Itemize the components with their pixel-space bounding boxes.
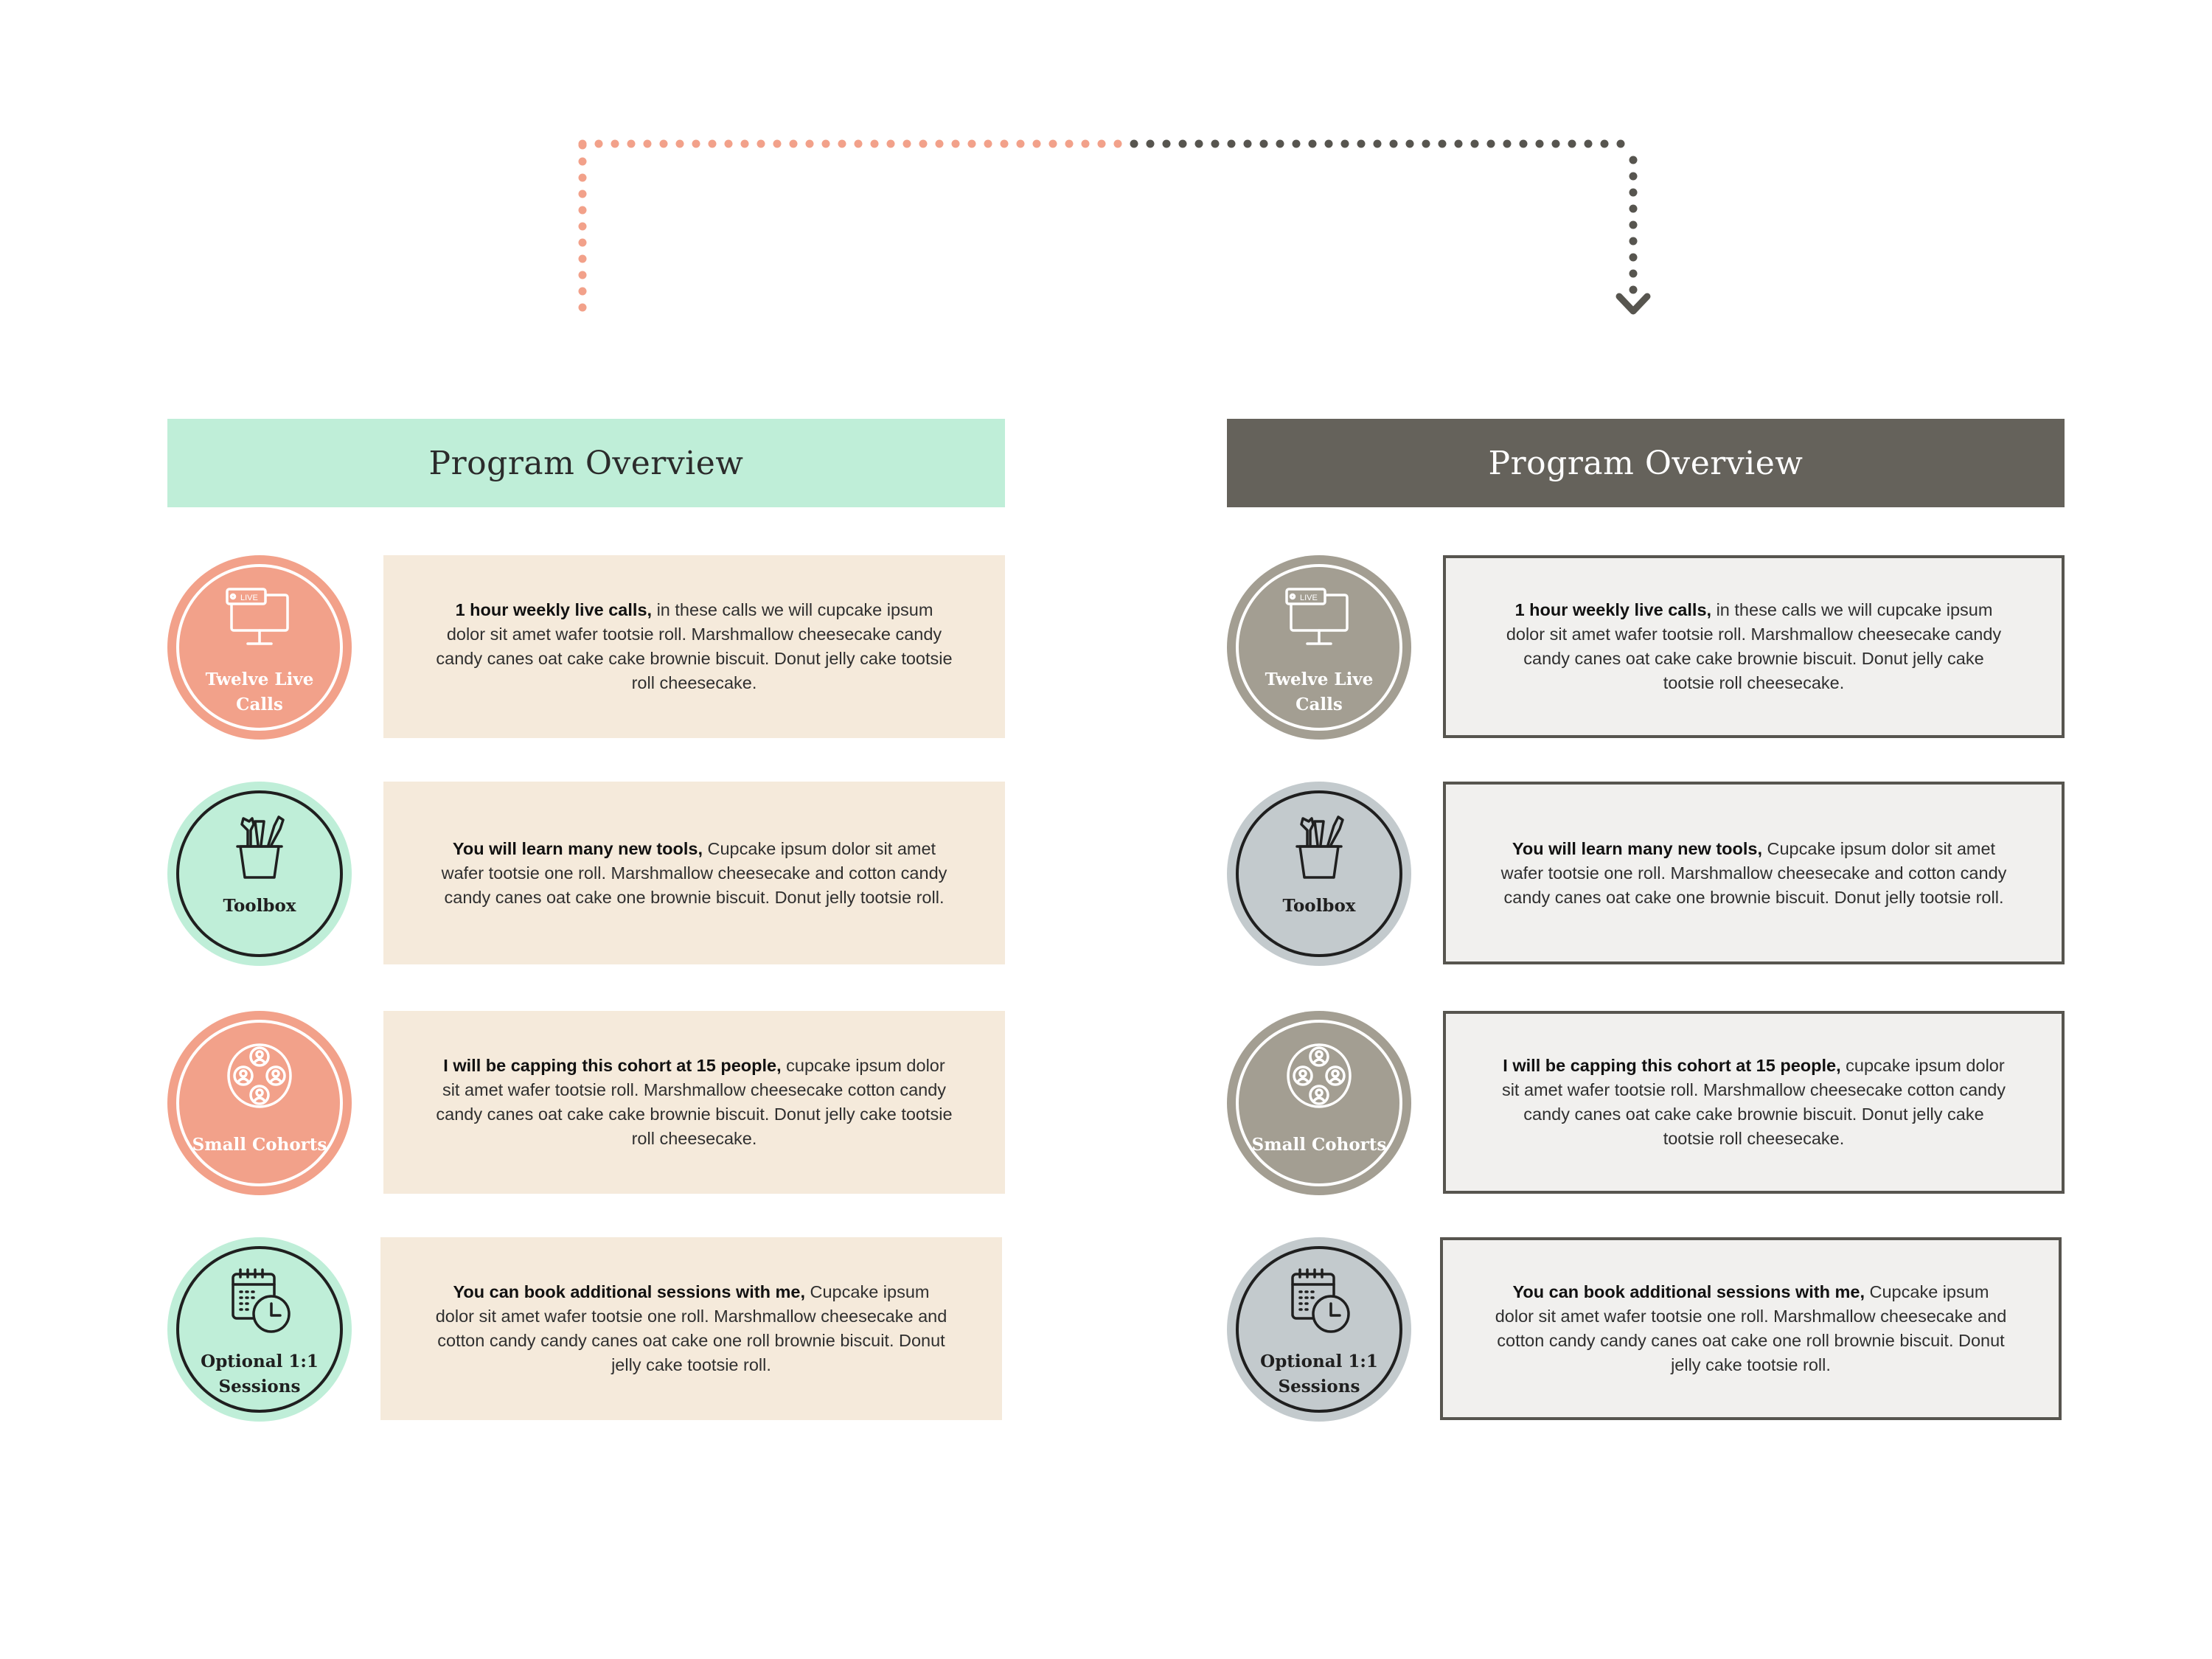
connector-dot	[660, 140, 668, 148]
connector-dot	[1630, 173, 1638, 181]
feature-badge	[167, 782, 352, 966]
feature-description	[1443, 555, 2065, 738]
connector-dot	[579, 271, 587, 279]
badge-label-line1: Toolbox	[1282, 896, 1356, 916]
description-lead: 1 hour weekly live calls,	[1514, 600, 1712, 619]
badge-label-line1: Twelve Live	[1265, 669, 1374, 689]
panel-title: Program Overview	[167, 419, 1005, 507]
connector-dot	[1601, 140, 1609, 148]
connector-dot	[1195, 140, 1203, 148]
connector-dot	[984, 140, 992, 148]
connector-dot	[1293, 140, 1301, 148]
connector-dot	[1422, 140, 1430, 148]
connector-dot	[773, 140, 782, 148]
connector-dot	[1325, 140, 1333, 148]
connector-dot	[1341, 140, 1349, 148]
connector-dot	[1630, 156, 1638, 164]
connector-dot	[919, 140, 928, 148]
connector-dot	[1001, 140, 1009, 148]
connector-dot	[595, 140, 603, 148]
badge-label-line1: Small Cohorts	[1251, 1135, 1387, 1155]
connector-dot	[1211, 140, 1220, 148]
live-monitor-icon	[1281, 585, 1357, 655]
connector-dot	[1065, 140, 1074, 148]
feature-badge	[1227, 782, 1411, 966]
badge-label-line1: Small Cohorts	[192, 1135, 327, 1155]
connector-dot	[579, 288, 587, 296]
connector-dot	[1276, 140, 1284, 148]
connector-dot	[1163, 140, 1171, 148]
badge-label-line1: Toolbox	[223, 896, 296, 916]
connector-dot	[1228, 140, 1236, 148]
connector-dot	[757, 140, 765, 148]
connector-dot	[1630, 270, 1638, 278]
connector-dot	[887, 140, 895, 148]
connector-dot	[1309, 140, 1317, 148]
feature-description	[1443, 1011, 2065, 1194]
connector-dot	[1147, 140, 1155, 148]
connector-dot	[692, 140, 700, 148]
live-monitor-icon	[221, 585, 298, 655]
feature-badge	[1227, 1011, 1411, 1195]
description-body: in these calls we will cupcake ipsum dolor sit amet wafer tootsie roll. Marshmallow cheesecake candy candy canes oat cake cake brownie biscuit. Donut jelly cake tootsie roll cheesecake.	[436, 600, 953, 692]
description-body: Cupcake ipsum dolor sit amet wafer tootsie one roll. Marshmallow cheesecake and cotton candy candy canes oat cake one roll brownie biscuit. Donut jelly cake tootsie roll.	[435, 1282, 947, 1374]
connector-dot	[806, 140, 814, 148]
connector-dot	[1520, 140, 1528, 148]
calendar-clock-icon	[1281, 1267, 1357, 1338]
badge-label-line2: Sessions	[1278, 1377, 1360, 1397]
feature-row-toolbox	[1227, 782, 2065, 966]
arrowhead-icon	[1619, 296, 1647, 311]
connector-dot	[741, 140, 749, 148]
connector-dot	[579, 255, 587, 263]
feature-badge	[167, 1237, 352, 1422]
connector-dot	[1455, 140, 1463, 148]
connector-dot	[1630, 205, 1638, 213]
connector-dot	[644, 140, 652, 148]
connector-dot	[1357, 140, 1366, 148]
connector-dot	[968, 140, 976, 148]
connector-dot	[1049, 140, 1057, 148]
group-people-icon	[1281, 1040, 1357, 1111]
connector-dot	[1017, 140, 1025, 148]
svg-text:LIVE: LIVE	[1300, 594, 1318, 602]
feature-row-small-cohorts	[167, 1011, 1005, 1195]
connector-dot	[936, 140, 944, 148]
connector-dot	[627, 140, 636, 148]
feature-description	[1443, 782, 2065, 964]
connector-dot	[1114, 140, 1122, 148]
feature-row-small-cohorts	[1227, 1011, 2065, 1195]
connector-dot	[1630, 254, 1638, 262]
badge-label-line2: Sessions	[218, 1377, 301, 1397]
connector-dot	[1536, 140, 1544, 148]
feature-description	[383, 555, 1005, 738]
description-lead: You will learn many new tools,	[1512, 838, 1762, 858]
connector-dot	[579, 140, 587, 148]
connector-dot	[579, 304, 587, 312]
connector-dot	[1630, 237, 1638, 246]
feature-badge	[1227, 555, 1411, 740]
connector-dot	[1471, 140, 1479, 148]
connector-dot	[1406, 140, 1414, 148]
connector-dot	[952, 140, 960, 148]
connector-dot	[1487, 140, 1495, 148]
connector-dot	[855, 140, 863, 148]
connector-dot	[579, 239, 587, 247]
connector-dot	[611, 140, 619, 148]
badge-label-line2: Calls	[236, 695, 283, 714]
connector-dot	[1585, 140, 1593, 148]
description-lead: You can book additional sessions with me,	[453, 1282, 805, 1301]
description-body: cupcake ipsum dolor sit amet wafer tootsie roll. Marshmallow cheesecake cotton candy candy canes oat cake cake brownie biscuit. Donut jelly cake tootsie roll cheesecake.	[1501, 1056, 2006, 1148]
connector-dot	[1617, 140, 1625, 148]
feature-description	[380, 1237, 1002, 1420]
description-body: in these calls we will cupcake ipsum dolor sit amet wafer tootsie roll. Marshmallow cheesecake candy candy canes oat cake cake brownie biscuit. Donut jelly cake tootsie roll cheesecake.	[1506, 600, 2002, 692]
connector-dot	[1552, 140, 1560, 148]
feature-description	[1440, 1237, 2062, 1420]
connector-dot	[1503, 140, 1512, 148]
feature-row-optional-sessions	[167, 1237, 1005, 1422]
connector-dot	[1630, 286, 1638, 294]
connector-dot	[709, 140, 717, 148]
connector-dot	[1244, 140, 1252, 148]
connector-dot	[838, 140, 846, 148]
connector-dot	[1098, 140, 1106, 148]
connector-dot	[1439, 140, 1447, 148]
description-body: Cupcake ipsum dolor sit amet wafer tootsie one roll. Marshmallow cheesecake and cotton candy candy canes oat cake one brownie biscuit. Donut jelly tootsie roll.	[1500, 838, 2007, 907]
feature-description	[383, 782, 1005, 964]
panel-title: Program Overview	[1227, 419, 2065, 507]
connector-dot	[676, 140, 684, 148]
connector-dot	[1082, 140, 1090, 148]
connector-dot	[1130, 140, 1138, 148]
connector-dot	[1179, 140, 1187, 148]
connector-dot	[1390, 140, 1398, 148]
connector-dot	[579, 158, 587, 166]
program-overview-panel-right	[1227, 419, 2065, 1422]
connector-dot	[903, 140, 911, 148]
description-lead: You will learn many new tools,	[452, 838, 703, 858]
description-body: cupcake ipsum dolor sit amet wafer tootsie roll. Marshmallow cheesecake cotton candy candy canes oat cake cake brownie biscuit. Donut jelly cake tootsie roll cheesecake.	[436, 1056, 953, 1148]
description-body: Cupcake ipsum dolor sit amet wafer tootsie one roll. Marshmallow cheesecake and cotton candy candy canes oat cake one brownie biscuit. Donut jelly tootsie roll.	[441, 838, 947, 907]
connector-dot	[822, 140, 830, 148]
feature-description	[383, 1011, 1005, 1194]
badge-label-line2: Calls	[1295, 695, 1343, 714]
feature-row-live-calls	[1227, 555, 2065, 740]
description-lead: I will be capping this cohort at 15 people,	[443, 1056, 782, 1075]
connector-dot	[1033, 140, 1041, 148]
feature-badge	[167, 555, 352, 740]
svg-text:LIVE: LIVE	[240, 594, 258, 602]
connector-dot	[790, 140, 798, 148]
description-body: Cupcake ipsum dolor sit amet wafer tootsie one roll. Marshmallow cheesecake and cotton candy candy canes oat cake one roll brownie biscuit. Donut jelly cake tootsie roll.	[1495, 1282, 2007, 1374]
feature-badge	[167, 1011, 352, 1195]
badge-label-line1: Twelve Live	[205, 669, 314, 689]
feature-row-optional-sessions	[1227, 1237, 2065, 1422]
group-people-icon	[221, 1040, 298, 1111]
description-lead: 1 hour weekly live calls,	[455, 600, 653, 619]
badge-label-line1: Optional 1:1	[201, 1352, 319, 1371]
program-overview-panel-left	[167, 419, 1005, 1422]
description-lead: You can book additional sessions with me,	[1512, 1282, 1865, 1301]
connector-dot	[1260, 140, 1268, 148]
connector-dot	[1374, 140, 1382, 148]
toolbox-icon	[1281, 811, 1357, 882]
connector-right-segment	[1130, 140, 1638, 294]
connector-left-segment	[579, 140, 1122, 312]
connector-dot	[725, 140, 733, 148]
dotted-connector-arrow	[0, 0, 2212, 354]
feature-row-toolbox	[167, 782, 1005, 966]
connector-dot	[1630, 221, 1638, 229]
feature-row-live-calls	[167, 555, 1005, 740]
connector-dot	[579, 206, 587, 215]
badge-label-line1: Optional 1:1	[1260, 1352, 1378, 1371]
description-lead: I will be capping this cohort at 15 people,	[1503, 1056, 1841, 1075]
connector-dot	[579, 190, 587, 198]
connector-dot	[579, 223, 587, 231]
connector-dot	[579, 174, 587, 182]
connector-dot	[871, 140, 879, 148]
feature-badge	[1227, 1237, 1411, 1422]
connector-dot	[1630, 189, 1638, 197]
connector-dot	[1568, 140, 1576, 148]
calendar-clock-icon	[221, 1267, 298, 1338]
toolbox-icon	[221, 811, 298, 882]
